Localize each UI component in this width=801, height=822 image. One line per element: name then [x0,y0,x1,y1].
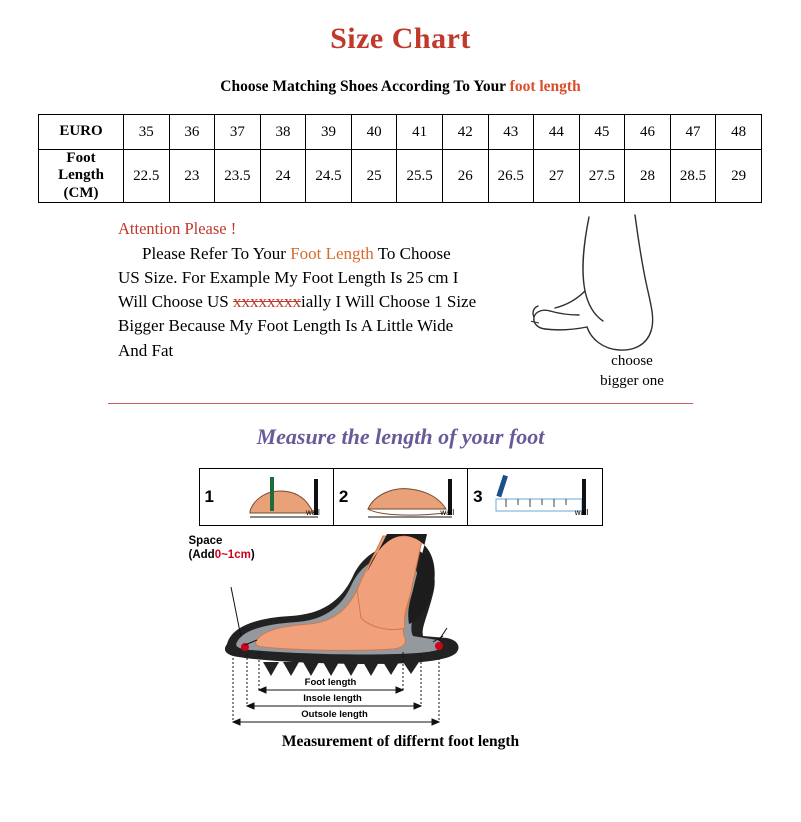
attention-line1-c: To Choose [373,244,451,263]
step-number: 2 [338,487,349,506]
section-divider [108,403,693,404]
size-table [38,114,762,203]
attention-line4-text: Bigger Because My Foot Length Is A Little Wide [118,316,454,336]
attention-line-3 [118,290,588,314]
choose-caption-line2: bigger one [600,373,664,390]
measure-step-1 [200,469,334,525]
length-cell: 27.5 [579,150,625,203]
attention-heading: Attention Please ! [118,219,237,238]
euro-cell: 43 [488,115,534,150]
subtitle-lead: Choose Matching Shoes According To Your [220,78,510,95]
table-row-foot-length [39,150,762,203]
choose-caption-line1: choose [611,353,653,369]
attention-line2-text: US Size. For Example My Foot Length Is 25 cm I [118,268,459,288]
euro-cell: 41 [397,115,443,150]
space-label-line2: (Add0~1cm) [188,549,255,562]
length-cell: 26.5 [488,150,534,203]
step-number: 3 [473,487,483,506]
length-cell: 25 [351,150,397,203]
euro-cell: 45 [579,115,625,150]
size-table-container [38,114,763,203]
diagram-caption: Measurement of differnt foot length [281,733,520,750]
step-number: 1 [204,487,214,506]
row-header-foot-length [39,150,124,203]
length-cell: 23.5 [215,150,261,203]
attention-line-1 [118,242,588,266]
length-cell: 25.5 [397,150,443,203]
foot-measurement-diagram [171,532,631,727]
attention-line-4 [118,314,588,338]
attention-line3-b: ially I Will Choose 1 Size [301,292,477,312]
page-title: Size Chart [330,22,471,55]
length-cell: 27 [534,150,580,203]
euro-cell: 36 [169,115,215,150]
step-wall-label: wall [440,508,455,517]
euro-cell: 44 [534,115,580,150]
length-cell: 26 [442,150,488,203]
euro-cell: 42 [442,115,488,150]
space-label-range: 0~1cm [214,549,251,562]
attention-line5-text: And Fat [118,340,174,360]
attention-line1-highlight: Foot Length [290,244,374,263]
attention-line-2 [118,266,588,290]
space-label [189,534,255,563]
measure-heading: Measure the length of your foot [256,424,545,449]
length-cell: 22.5 [124,150,170,203]
length-cell: 28.5 [670,150,716,203]
dim-label-insole-length: Insole length [303,693,362,704]
attention-body [118,242,588,363]
measure-steps-strip [199,468,603,526]
length-cell: 24 [260,150,306,203]
length-cell: 23 [169,150,215,203]
euro-cell: 48 [716,115,762,150]
attention-line-5 [118,339,588,363]
length-cell: 29 [716,150,762,203]
subtitle-highlight: foot length [509,78,581,95]
choose-bigger-caption [557,351,707,392]
row-header-euro: EURO [39,115,124,150]
step-wall-label: wall [574,508,589,517]
attention-line3-a: Will Choose US [118,292,234,312]
foot-label-line2: Length [58,167,104,184]
measure-step-2 [334,469,468,525]
euro-cell: 47 [670,115,716,150]
size-chart-page [0,22,801,822]
length-cell: 24.5 [306,150,352,203]
measure-step-3 [468,469,601,525]
euro-cell: 39 [306,115,352,150]
foot-label-line3: (CM) [63,184,99,201]
attention-section [38,219,763,397]
dim-label-outsole-length: Outsole length [301,709,368,720]
space-label-line1: Space [188,535,223,547]
euro-cell: 46 [625,115,671,150]
step-wall-label: wall [306,508,320,517]
length-cell: 28 [625,150,671,203]
euro-cell: 37 [215,115,261,150]
page-subtitle [0,78,801,96]
attention-line1-a: Please Refer To Your [142,244,291,263]
euro-cell: 38 [260,115,306,150]
euro-cell: 35 [124,115,170,150]
foot-label-line1: Foot [66,150,96,167]
euro-cell: 40 [351,115,397,150]
attention-line3-strike: xxxxxxxx [233,292,302,312]
table-row-euro [39,115,762,150]
dim-label-foot-length: Foot length [304,677,357,688]
